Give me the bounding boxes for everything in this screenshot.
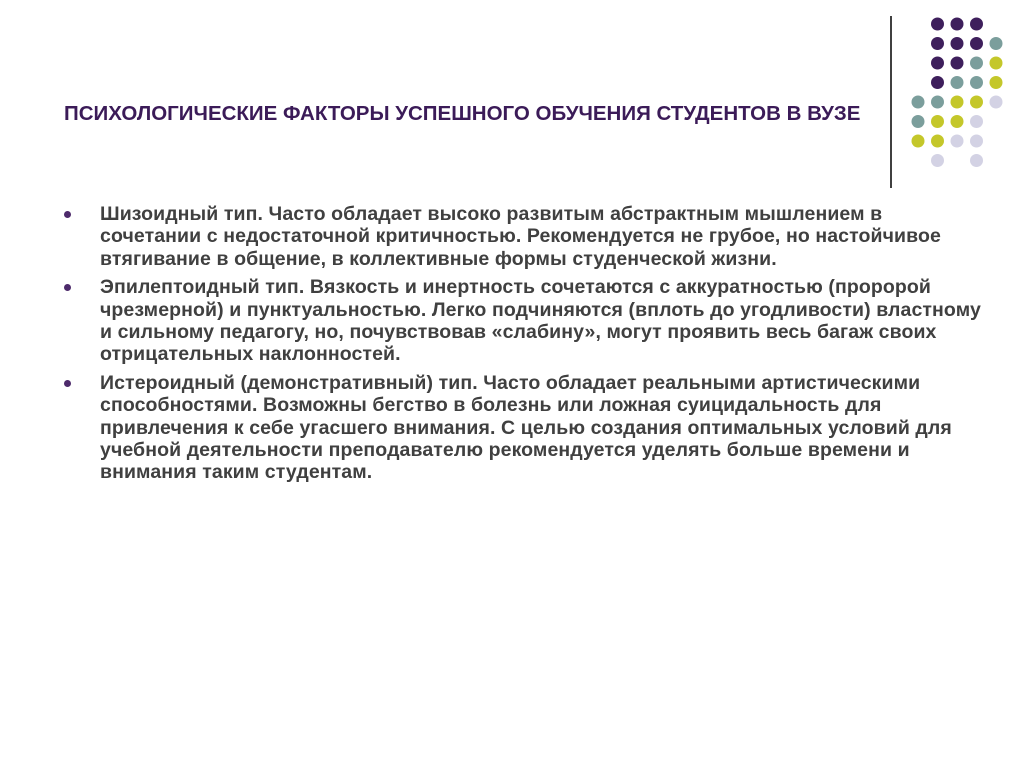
item-text: Истероидный (демонстративный) тип. Часто обладает реальными артистическими способностями. Возможны бегство в болезнь или ложная суицидальность для привлечения к себе угасшего внимания. С целью создания оптимальных условий для учебной деятельности преподавателю рекомендуется уделять больше времени и внимания таким студентам. xyxy=(100,371,952,484)
decor-dot xyxy=(931,135,944,148)
decor-dot xyxy=(951,135,964,148)
decor-dot xyxy=(990,37,1003,50)
bullet-icon xyxy=(64,380,71,387)
decor-dot xyxy=(931,115,944,128)
decor-dot xyxy=(970,76,983,89)
dot-grid-icon xyxy=(900,10,1010,170)
decor-dot xyxy=(951,37,964,50)
vertical-divider xyxy=(890,16,892,188)
decor-dot xyxy=(970,57,983,70)
decor-dot xyxy=(931,76,944,89)
decor-dot xyxy=(951,76,964,89)
decor-dot xyxy=(970,96,983,109)
decor-dot xyxy=(931,57,944,70)
decor-dot xyxy=(912,96,925,109)
bullet-icon xyxy=(64,284,71,291)
decor-dot xyxy=(912,115,925,128)
decor-dot xyxy=(970,18,983,31)
decor-dot xyxy=(931,18,944,31)
item-text: Эпилептоидный тип. Вязкость и инертность сочетаются с аккуратностью (проророй чрезмерной) и пунктуальностью. Легко подчиняются (вплоть до угодливости) властному и сильному педагогу, но, почувствовав «слабину», могут проявить весь багаж своих отрицательных наклонностей. xyxy=(100,276,981,366)
list-item xyxy=(64,203,984,270)
decor-dot xyxy=(931,154,944,167)
decor-dot xyxy=(951,57,964,70)
decor-dot xyxy=(990,76,1003,89)
decor-dot xyxy=(951,96,964,109)
decor-dot xyxy=(970,154,983,167)
decor-dot xyxy=(970,135,983,148)
decor-dot xyxy=(951,18,964,31)
list-item xyxy=(64,276,984,366)
decor-dot xyxy=(990,96,1003,109)
decor-dot xyxy=(970,115,983,128)
list-item xyxy=(64,372,984,484)
decor-dot xyxy=(990,57,1003,70)
decor-dot xyxy=(970,37,983,50)
bullet-list xyxy=(64,203,984,490)
bullet-icon xyxy=(64,211,71,218)
decor-dot xyxy=(912,135,925,148)
decor-dot xyxy=(931,37,944,50)
slide-title: ПСИХОЛОГИЧЕСКИЕ ФАКТОРЫ УСПЕШНОГО ОБУЧЕНИЯ СТУДЕНТОВ В ВУЗЕ xyxy=(64,102,861,125)
decor-dot xyxy=(931,96,944,109)
decor-dot xyxy=(951,115,964,128)
item-text: Шизоидный тип. Часто обладает высоко развитым абстрактным мышлением в сочетании с недостаточной критичностью. Рекомендуется не грубое, но настойчивое втягивание в общение, в коллективные формы студенческой жизни. xyxy=(100,203,941,270)
